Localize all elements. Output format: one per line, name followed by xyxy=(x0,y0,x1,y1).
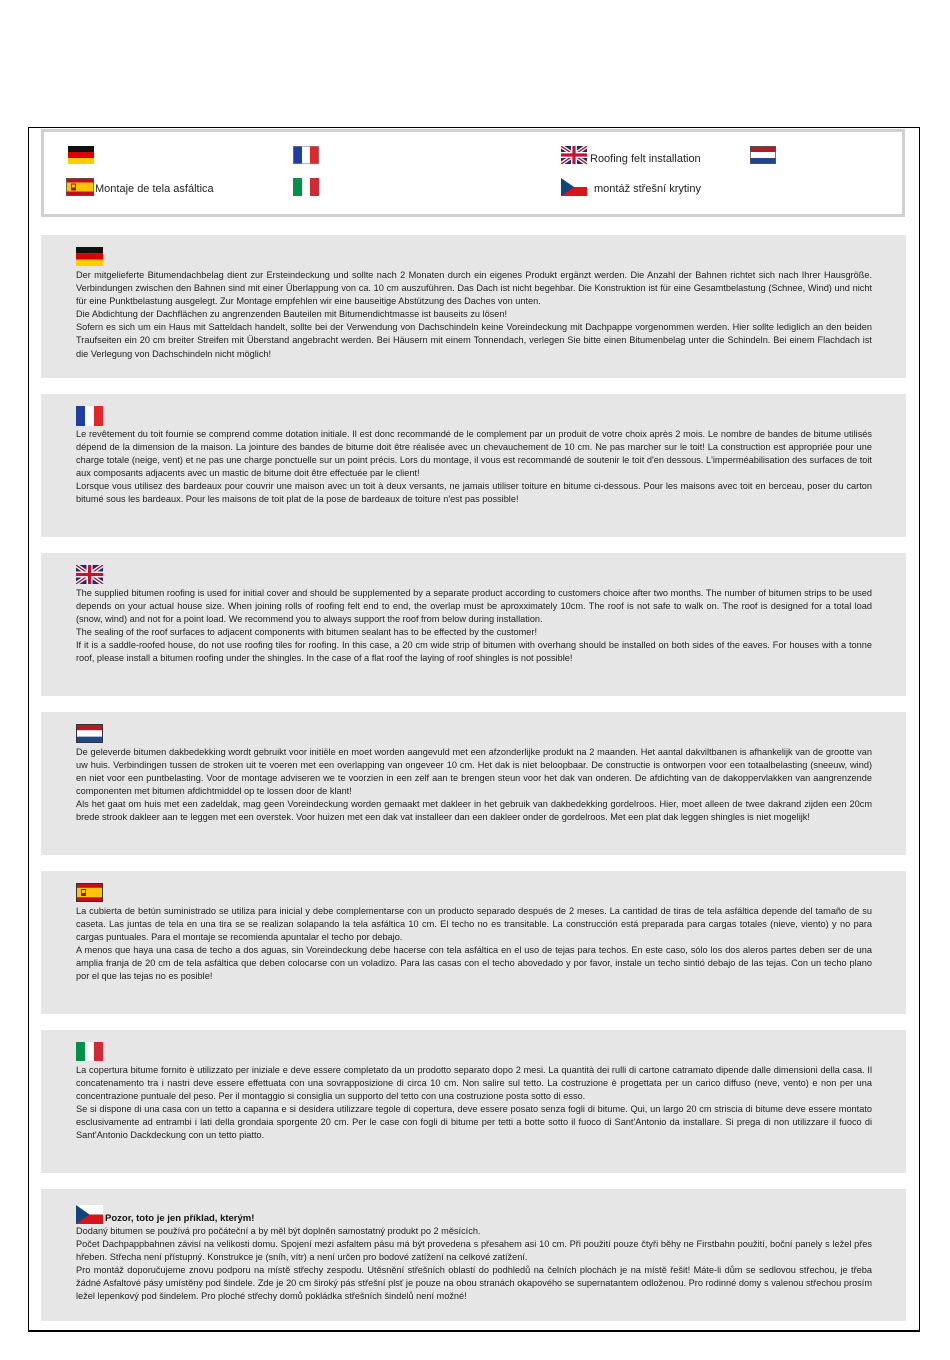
paragraph: The sealing of the roof surfaces to adjacent components with bitumen sealant has to be effected by the customer! xyxy=(76,627,538,638)
header-item-fr xyxy=(293,146,322,164)
section-fr xyxy=(41,394,906,537)
paragraph: Der mitgelieferte Bitumendachbelag dient zur Ersteindeckung und sollte nach 2 Monaten durch ein eigenes Produkt ergänzt werden. Die Anzahl der Bahnen richtet sich nach Ihrer Hausgröße. Verbindungen zwischen den Bahnen sind mit einer Überlappung von ca. 10 cm auszuführen. Das Dach ist nicht begehbar. Die Konstruktion ist für eine Gesamtbelastung (Schnee, Wind) und nicht für eine Punktbelastung ausgelegt. Zur Montage empfehlen wir eine bauseitige Abstützung des Daches von unten. xyxy=(76,270,872,307)
it-flag-icon xyxy=(293,178,319,196)
paragraph: Počet Dachpappbahnen závisí na velikosti domu. Spojení mezi asfaltem pásu má být provedena s přesahem asi 10 cm. Při použití pouze čtyři běhy ne Firstbahn použití, boční panely s ležel přes hřeben. Střecha není přístupný. Konstrukce je (sníh, vítr) a není určen pro bodové zatížení na celkové zatížení. xyxy=(76,1239,872,1263)
header-item-nl xyxy=(750,146,779,164)
paragraph: Se si dispone di una casa con un tetto a capanna e si desidera utilizzare tegole di copertura, deve essere posato senza fogli di bitume. Qui, un largo 20 cm striscia di bitume deve essere montato esclusivamente ad entrambi i lati della grondaia sporgente 20 cm. Per le case con fogli di bitume per tetti a botte sotto il fuoco di Sant'Antonio da installare. Si prega di non utilizzare il fuoco di Sant'Antonio Dackdeckung con un tetto piatto. xyxy=(76,1104,872,1141)
header-item-es xyxy=(66,178,214,196)
header-label-es: Montaje de tela asfáltica xyxy=(95,183,214,195)
paragraph: Pro montáž doporučujeme znovu podporu na místě střechy zespodu. Utěsnění střešních oblastí do podhledů na čelních plochách je na místě řešit! Máte-li dům se sedlovou střechou, je třeba žádné Asfaltové pásy umístěny pod šindele. Zde je 20 cm široký pás střešní plsť je pouze na obou stranách okapového se supernatantem odloženou. Pro rodinné domy s valenou střechou prosím ležel lepenkový pod šindelem. Pro ploché střechy domů pokládka střešních šindelů není možné! xyxy=(76,1265,872,1302)
paragraph: Dodaný bitumen se používá pro počáteční a by měl být doplněn samostatný produkt po 2 měsících. xyxy=(76,1226,481,1236)
section-de xyxy=(41,235,906,378)
header-item-cz xyxy=(561,178,701,196)
cz-flag-icon xyxy=(561,178,587,196)
paragraph: Lorsque vous utilisez des bardeaux pour couvrir une maison avec un toit à deux versants, ne jamais utiliser toiture en bitume ci-dessous. Pour les maisons avec toit en berceau, poser du carton bitumé sous les bardeaux. Pour les maisons de toit plat de la pose de bardeaux de toiture n'est pas possible! xyxy=(76,481,872,505)
paragraph: Le revêtement du toit fournie se comprend comme dotation initiale. Il est donc recommandé de le complement par un produit de votre choix après 2 mois. Le nombre de bandes de bitume utilisés dépend de la dimension de la maison. La jointure des bandes de bitume doit être réalisée avec un chevauchement de 10 cm. Ne pas marcher sur le toit! La construction est appropriée pour une charge totale (neige, vent) et ne pas une charge ponctuelle sur un point précis. Lors du montage, il vous est recommandé de soutenir le toit d'en dessous. L'imperméabilisation des surfaces de toit aux composants adjacents avec un mastic de bitume doit être effectuée par le client! xyxy=(76,429,872,479)
header-item-uk xyxy=(561,146,701,164)
paragraph: La cubierta de betún suministrado se utiliza para inicial y debe complementarse con un producto separado después de 2 meses. La cantidad de tiras de tela asfáltica depende del tamaño de su caseta. Las juntas de tela en una tira se se realizan solapando la tela asfáltica 10 cm. El techo no es transitable. La construcción está preparada para cargas totales (nieve, viento) y no para cargas puntuales. Para el montaje se recomienda apuntalar el techo por debajo. xyxy=(76,906,872,943)
section-de-text xyxy=(76,269,872,361)
section-it-text xyxy=(76,1064,872,1143)
fr-flag-icon xyxy=(76,406,103,426)
header-item-it xyxy=(293,178,322,196)
de-flag-icon xyxy=(68,146,94,164)
paragraph: The supplied bitumen roofing is used for initial cover and should be supplemented by a separate product according to customers choice after two months. The number of bitumen strips to be used depends on your actual house size. When joining rolls of roofing felt end to end, the overlap must be aproxximately 10cm. The roof is not safe to walk on. The roof is designed for a total load (snow, wind) and not for a point load. We recommend you to always support the roof from below during installation. xyxy=(76,588,872,625)
uk-flag-icon xyxy=(76,565,103,584)
nl-flag-icon xyxy=(750,146,776,164)
paragraph: Als het gaat om huis met een zadeldak, mag geen Voreindeckung worden gemaakt met dakleer in het gebruik van dakbedekking gordelroos. Hier, moet alleen de twee dakrand zijden een 20cm brede strook dakleer aan te leggen met een overstek. Voor huizen met een dak vat installeer dan een dakleer onder de gordelroos. Met een plat dak leggen shingles is niet mogelijk! xyxy=(76,799,872,823)
section-es-text xyxy=(76,905,872,984)
de-flag-icon xyxy=(76,247,103,266)
paragraph: A menos que haya una casa de techo a dos aguas, sin Voreindeckung debe hacerse con tela asfáltica en el uso de tejas para techos. En este caso, sólo los dos aleros partes deben ser de una amplia franja de 20 cm de tela asfáltica que deben colocarse con un voladizo. Para las casas con el techo abovedado y por favor, instale un techo sintió debajo de las tejas. Con un techo plano por el que las tejas no es posible! xyxy=(76,945,872,982)
paragraph: Sofern es sich um ein Haus mit Satteldach handelt, sollte bei der Verwendung von Dachschindeln keine Voreindeckung mit Dachpappe vorgenommen werden. Hier sollte lediglich an den beiden Traufseiten ein 20 cm breiter Streifen mit Überstand angebracht werden. Bei Häusern mit einem Tonnendach, verlegen Sie bitte einen Bitumenbelag unter die Schindeln. Bei einem Flachdach ist die Verlegung von Dachschindeln nicht möglich! xyxy=(76,322,872,359)
section-cz-text xyxy=(76,1225,872,1304)
cz-flag-icon xyxy=(76,1205,103,1224)
header-label-uk: Roofing felt installation xyxy=(590,153,701,165)
section-uk xyxy=(41,553,906,696)
paragraph: Die Abdichtung der Dachflächen zu angrenzenden Bauteilen mit Bitumendichtmasse ist bauseits zu lösen! xyxy=(76,309,508,320)
section-nl xyxy=(41,712,906,855)
section-nl-text xyxy=(76,746,872,825)
header-item-de xyxy=(68,146,97,164)
paragraph: If it is a saddle-roofed house, do not use roofing tiles for roofing. In this case, a 20 cm wide strip of bitumen with overhang should be installed on both sides of the eaves. For houses with a tonne roof, please install a bitumen roofing under the shingles. In the case of a flat roof the laying of roof shingles is not possible! xyxy=(76,640,872,664)
header-label-cz: montáž střešní krytiny xyxy=(594,183,701,195)
fr-flag-icon xyxy=(293,146,319,164)
section-uk-text xyxy=(76,587,872,666)
it-flag-icon xyxy=(76,1042,103,1061)
section-cz-title: Pozor, toto je jen příklad, kterým! xyxy=(105,1213,255,1224)
section-cz xyxy=(41,1189,906,1321)
es-flag-icon xyxy=(76,883,103,902)
language-header xyxy=(41,129,905,217)
section-es xyxy=(41,871,906,1014)
paragraph: De geleverde bitumen dakbedekking wordt gebruikt voor initiële en moet worden aangevuld met een afzonderlijke produkt na 2 maanden. Het aantal dakviltbanen is afhankelijk van de grootte van uw huis. Verbindingen tussen de stroken uit te voeren met een overlapping van ongeveer 10 cm. Het dak is niet beloopbaar. De constructie is ontworpen voor een totaalbelasting (sneeuw, wind) en niet voor een puntbelasting. Voor de montage adviseren we te voorzien in een zelf aan te brengen steun voor het dak van onderen. De afdichting van de dakoppervlakken van aangrenzende componenten met bitumen afdichtmiddel op te lossen door de klant! xyxy=(76,747,872,797)
section-fr-text xyxy=(76,428,872,507)
nl-flag-icon xyxy=(76,724,103,743)
section-it xyxy=(41,1030,906,1173)
uk-flag-icon xyxy=(561,146,587,164)
paragraph: La copertura bitume fornito è utilizzato per iniziale e deve essere completato da un prodotto separato dopo 2 mesi. La quantità dei rulli di cartone catramato dipende dalle dimensioni della casa. Il concatenamento tra i nastri deve essere effettuata con una sovrapposizione di circa 10 cm. Non salire sul tetto. La costruzione è progettata per un carico diffuso (neve, vento) e non per una concentrazione puntuale del peso. Per il montaggio si consiglia un supporto del tetto con una costruzione posta sotto di esso. xyxy=(76,1065,872,1102)
es-flag-icon xyxy=(66,178,92,196)
